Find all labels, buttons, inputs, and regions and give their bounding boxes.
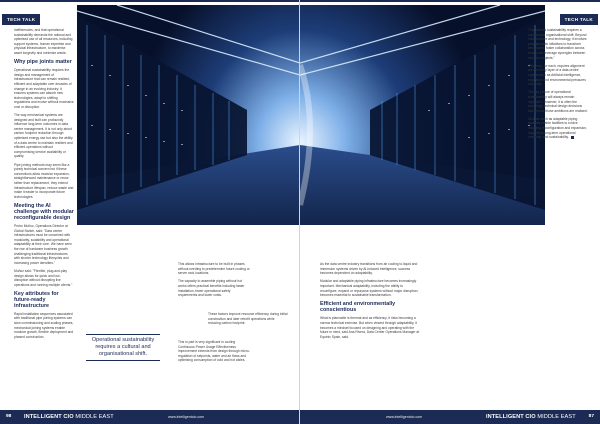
paragraph: The way mechanical systems are designed and built can profoundly influence long-term outcomes in data centre management. It is not only about carbon footprint reduction through optimised energy use but also the ability of a data centre to maintain resilient and efficient operations without compromising service availability or quality. — [14, 113, 73, 159]
website-link-left[interactable]: www.intelligentcio.com — [168, 415, 205, 419]
left-column-2 — [178, 262, 250, 301]
paragraph: Operational sustainability requires the design and management of infrastructure that can remain resilient, efficient and adaptable over decades of change in an evolving industry. It ensures systems can absorb new technologies, adapt to shifting regulations and evolve without excessive cost or disruption. — [14, 68, 74, 109]
right-column-1 — [320, 262, 420, 343]
brand-logo-right — [486, 410, 576, 424]
section-tab-right: TECH TALK — [560, 14, 598, 25]
server-room-image-right — [300, 5, 545, 255]
brand-sub: MIDDLE EAST — [537, 414, 576, 420]
page-number-left: 98 — [6, 414, 12, 419]
right-page — [300, 0, 600, 424]
brand-sub: MIDDLE EAST — [75, 414, 114, 420]
website-link-right[interactable]: www.intelligentcio.com — [386, 415, 423, 419]
paragraph: Pipe joining methods may seem like a purely technical concern but if these connections allow modular expansion, straightforward maintenance or reuse rather than replacement, they extend infrastructure lifespan, reduce waste and make it easier to incorporate future technologies. — [14, 162, 74, 199]
left-footer — [0, 410, 300, 424]
paragraph: This allows infrastructure to be built in phases without needing to predetermine future cooling or server rack locations. — [178, 262, 250, 276]
right-footer — [300, 410, 600, 424]
left-column-2-callout — [178, 312, 288, 329]
server-room-image-left — [77, 5, 300, 255]
server-room-illustration-right — [300, 5, 545, 255]
brand-main: INTELLIGENT CIO — [24, 414, 74, 420]
end-mark-icon — [571, 136, 574, 139]
pullquote-rule-top — [86, 334, 160, 335]
paragraph: The big picture of operational sustainability will always remain important. However, it is often the seemingly technical design decisions that ensure those ambitions are realised. — [528, 90, 588, 113]
paragraph — [528, 117, 588, 140]
heading-efficient: Efficient and environmentally conscientious — [320, 301, 396, 314]
left-column-1 — [14, 28, 74, 343]
paragraph: What is plannable is thermal and as efficiency, it risks becoming a narrow technical exercise. But when viewed through adaptability, it becomes a mindset focused on designing and operating with the future in mind, said Ana Rivera, Data Center Operations Manager at Equinix Spain, said. — [320, 316, 420, 339]
paragraph: This in part is very significant in cooling Continuous Power Usage Effectiveness improvement extends from design through micro-regulation of setpoints, water and air flows and optimising consumption of cold and hot aisles. — [178, 340, 250, 363]
right-top-rule — [300, 0, 600, 2]
heading-ai-challenge: Meeting the AI challenge with modular reconfigurable design — [14, 202, 74, 221]
intro-paragraph: inefficiencies, and that operational sustainability demands the rational and optimised use of all resources, including support systems, human expertise and physical infrastructure, to maximise asset longevity and minimise waste. — [14, 28, 73, 55]
section-tab-left: TECH TALK — [2, 14, 40, 25]
heading-pipe-joints: Why pipe joints matter — [14, 59, 72, 66]
pull-quote: Operational sustainability requires a cultural and organisational shift. — [91, 337, 155, 357]
closing-paragraph-text: Choices such as adaptable piping systems enable facilities to evolve including reconfiguration and expansion, supporting long-term operational continuity and sustainability. — [528, 116, 588, 140]
right-column-2 — [528, 28, 588, 143]
paragraph: These factors improve resource efficiency during initial construction and later retrofit operations while reducing carbon footprint. — [208, 312, 288, 326]
paragraph: As the data centre industry transitions from air cooling to liquid and immersion systems driven by AI-induced intelligence, success becomes dependent on adaptability. — [320, 262, 418, 276]
heading-key-attributes: Key attributes for future-ready infrastructure — [14, 290, 59, 309]
left-column-2b — [178, 340, 250, 367]
left-top-rule — [0, 0, 300, 2]
paragraph: Modular and adaptable piping infrastructure becomes increasingly important. Mechanical adaptability, including the ability to reconfigure, expand or repurpose systems without major disruption, becomes essential to sustainable transformation. — [320, 279, 419, 298]
brand-logo-left — [24, 410, 114, 424]
server-room-illustration-left — [77, 5, 300, 255]
paragraph: Pedro Muñoz, Operations Director at Global Switch, said: "Data centre infrastructures must be conceived with modularity, scalability and operational adaptability at their core. We have seen the rise of hardware business growth challenging traditional infrastructures with shorter technology lifecycles and increasing power densities." — [14, 223, 72, 265]
paragraph: Rapid installation sequences associated with traditional pipe joining systems can slow commissioning and scaling phases, mechanical joining systems enable modular growth, flexible deployment and phased construction. — [14, 311, 74, 339]
brand-main: INTELLIGENT CIO — [486, 414, 536, 420]
paragraph: "Operational sustainability requires a cultural and organisational shift. Beyond infrastructure and technology, it involves programmatic initiatives to transform behaviours, foster collaboration across teams and leverage synergies between end-end projects." — [528, 28, 587, 60]
paragraph: Muñoz said: "Flexible, plug-and-play design allows for quick and low-disruption without disrupting live operations and running multiple clients." — [14, 268, 73, 287]
paragraph: The capacity to assemble piping without hot works offers practical benefits including faster installation, fewer operational safety requirements and lower costs. — [178, 279, 245, 298]
paragraph: Efficiency, for each, requires alignment across every layer of a data centre organisation as Artificial Intelligence, regulation and environmental pressures converge. — [528, 63, 586, 87]
pullquote-rule-bottom — [86, 360, 160, 361]
page-number-right: 87 — [588, 414, 594, 419]
